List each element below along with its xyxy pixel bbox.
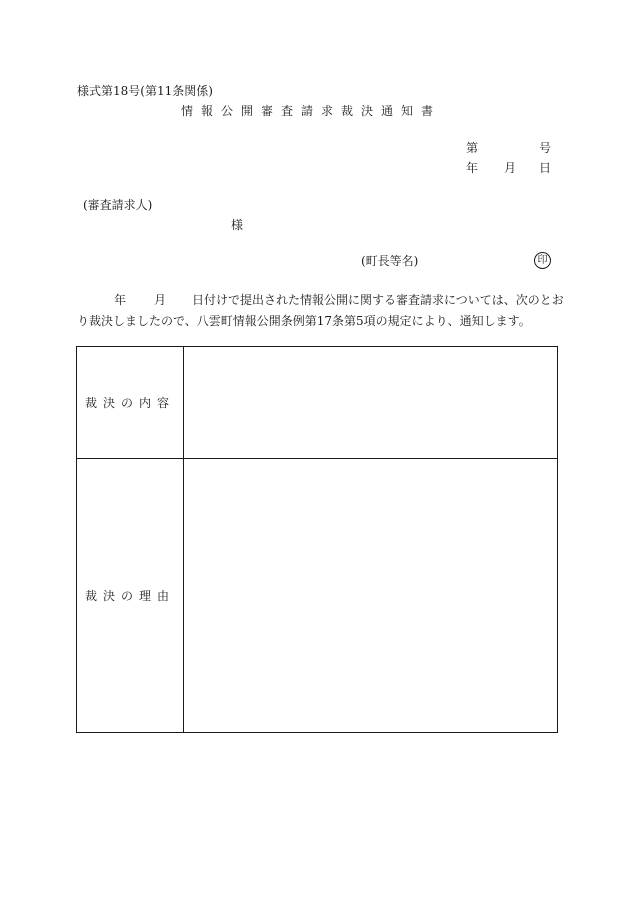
body-month-label: 月 <box>154 293 167 307</box>
body-text-line2: り裁決しましたので、八雲町情報公開条例第17条第5項の規定により、通知します。 <box>77 314 531 328</box>
decision-content-label: 裁決の内容 <box>77 347 184 459</box>
date-month-label: 月 <box>504 161 517 175</box>
decision-reason-label: 裁決の理由 <box>77 459 184 733</box>
body-year-label: 年 <box>114 293 127 307</box>
table-row <box>77 347 558 459</box>
seal-mark: 印 <box>534 252 551 269</box>
addressee-honorific: 様 <box>231 218 244 232</box>
notice-body <box>77 290 564 332</box>
body-text-line1: 日付けで提出された情報公開に関する審査請求については、次のとお <box>192 293 564 307</box>
addressee-label: (審査請求人) <box>83 198 153 212</box>
date-day-label: 日 <box>539 161 552 175</box>
form-number: 様式第18号(第11条関係) <box>77 84 213 98</box>
sender-label: (町長等名) <box>361 254 419 268</box>
document-title: 情報公開審査請求裁決通知書 <box>181 104 442 118</box>
table-row <box>77 459 558 733</box>
decision-reason-field[interactable] <box>184 459 558 733</box>
decision-table <box>76 346 558 733</box>
document-number-prefix: 第 <box>466 141 479 155</box>
document-number-suffix: 号 <box>539 141 552 155</box>
decision-content-field[interactable] <box>184 347 558 459</box>
issue-date <box>466 160 551 176</box>
date-year-label: 年 <box>466 161 479 175</box>
